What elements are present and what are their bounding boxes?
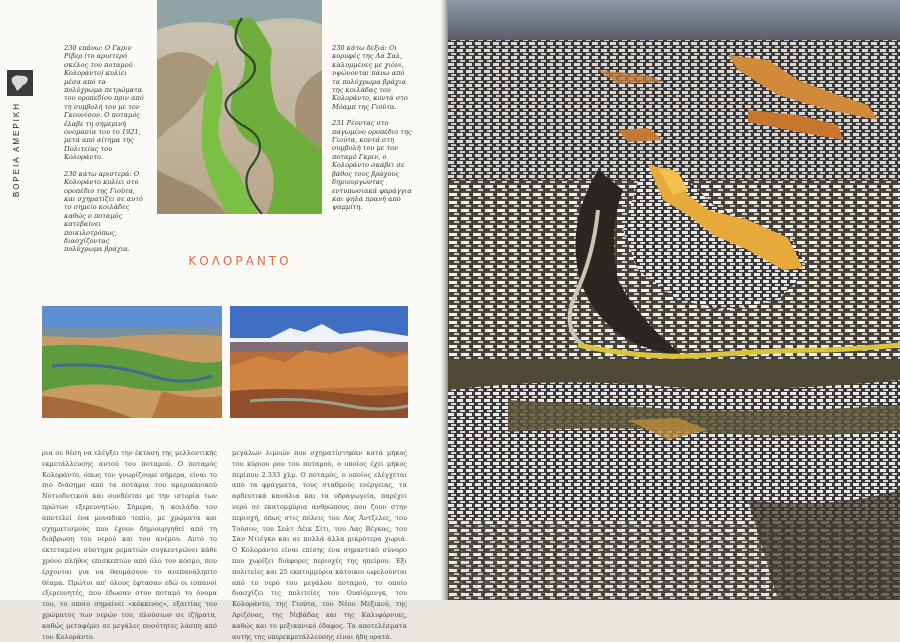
photo-river-valley-fields [42,306,222,418]
caption-text: 230 κάτω δεξιά: Οι κορυφές της Λα Σαλ, καλυμμένες με χιόνι, υψώνονται πάνω από τα πολύχρωμα βράχια της κοιλάδας του Κολοράντο, κοντά στο Μόαμπ της Γιούτα. [332,44,408,111]
section-label: ΒΟΡΕΙΑ ΑΜΕΡΙΚΗ [12,102,21,198]
caption-text: 230 επάνω: Ο Γκριν Ρίβερ (το αριστερό σκέλος του ποταμού Κολοράντο) κυλίει μέσα από τα πολύχρωμα πετρώματα του οροπεδίου πριν από τη συμβολή του με τον Γκουνίσον. Ο ποταμός έλαβε τη σημερινή ονομασία του το 1921, μετά από αίτημα της Πολιτείας του Κολοράντο. [64,44,144,162]
body-paragraph: ρια σε θέση να ελέγξει την έκταση της μελλοντικής εκμετάλλευσης αυτού του ποταμού. Ο ποταμός Κολοράντο, όπως τον γνωρίζουμε σήμερα, είναι το πιο διάσημο από τα ποτάμια του αμερικανικού Νοτιοδυτικού και συνδέεται με την ιστορία των πρώτων εξερευνητών. Σήμερα, η κοιλάδα του αποτελεί ένα μοναδικό τοπίο, με χρώματα και σχηματισμούς που έχουν δημιουργηθεί από τη διάβρωση του νερού και του ανέμου. Αυτό το εκτεταμένο σύστημα ρεματιών συγκεντρώνει κάθε χρόνο πλήθος επισκεπτών από όλο τον κόσμο, που έρχονται για να θαυμάσουν το ανεπανάληπτο θέαμα. Πρώτοι απ' όλους έφτασαν εδώ οι ισπανοί εξερευνητές, που έδωσαν στον ποταμό το όνομα του, το οποίο σημαίνει «κόκκινος», εξαιτίας του χρώματος των νερών του, πλούσιων σε ιζήματα, καθώς μεταφέρει σε μεγάλες ποσότητες λάσπη από τον Κολοράντο. [42,449,217,641]
body-text-right [232,448,407,642]
caption-text: 231 Ρέοντας στο παγωμένο οροπέδιο της Γιούτα, κοντά στη συμβολή του με τον ποταμό Γκριν, ο Κολοράντο σκάβει σε βάθος τους βράχους δημιουργώντας εντυπωσιακά φαράγγια και ψηλά πρανή από ψαμμίτη. [332,119,412,212]
caption-text: 230 κάτω αριστερά: Ο Κολοράντο κυλίει στο οροπέδιο της Γιούτα, και σχηματίζει σε αυτό το σημείο κοιλάδες καθώς ο ποταμός κατεβαίνει ποικιλοτρόπως, διασχίζοντας πολύχρωμα βράχια. [64,169,143,254]
chapter-title: ΚΟΛΟΡΑΝΤΟ [188,254,292,268]
body-text-left [42,448,217,642]
body-paragraph: μεγάλων λιμνών που σχηματίστηκαν κατά μήκος του κύριου ρου του ποταμού, ο οποίος έχει μήκος περίπου 2.333 χλμ. Ο ποταμός, ο οποίος ελέγχεται από τα φράγματα, τους σταθμούς ενέργειας, τα αρδευτικά κανάλια και τα υδραγωγεία, παρέχει νερό σε εκατομμύρια ανθρώπους που ζουν στην περιοχή, όπως στις πόλεις του Λος Άντζελες, του Τούσον, του Σολτ Λέικ Σίτι, του Λας Βέγκας, του Σαν Ντιέγκο και σε πολλά άλλα μικρότερα χωριά. Ο Κολοράντο είναι επίσης ένα σημαντικό σύνορο που χωρίζει διάφορες περιοχές της ηπείρου. Έξι πολιτείες και 25 εκατομμύρια κάτοικοι ωφελούνται από το νερό του μεγάλου ποταμού, το οποίο διασχίζει τις πολιτείες του Ουαϊόμινγκ, του Κολοράντο, της Γιούτα, του Νέου Μεξικού, της Αριζόνας, της Νεβάδας και της Καλιφόρνιας, καθώς και το μεξικανικό έδαφος. Τα αποτελέσματα αυτής της υπερεκμετάλλευσης είναι ήδη ορατά. [232,449,407,641]
continent-emblem-icon [7,70,33,96]
left-page [0,0,445,641]
photo-red-canyon-snow-peaks [230,306,408,418]
caption-right [332,44,414,220]
section-marker [0,70,36,220]
caption-left [64,44,144,262]
photo-green-river-meanders [157,0,322,214]
photo-snowy-canyon-full-page [448,0,900,600]
